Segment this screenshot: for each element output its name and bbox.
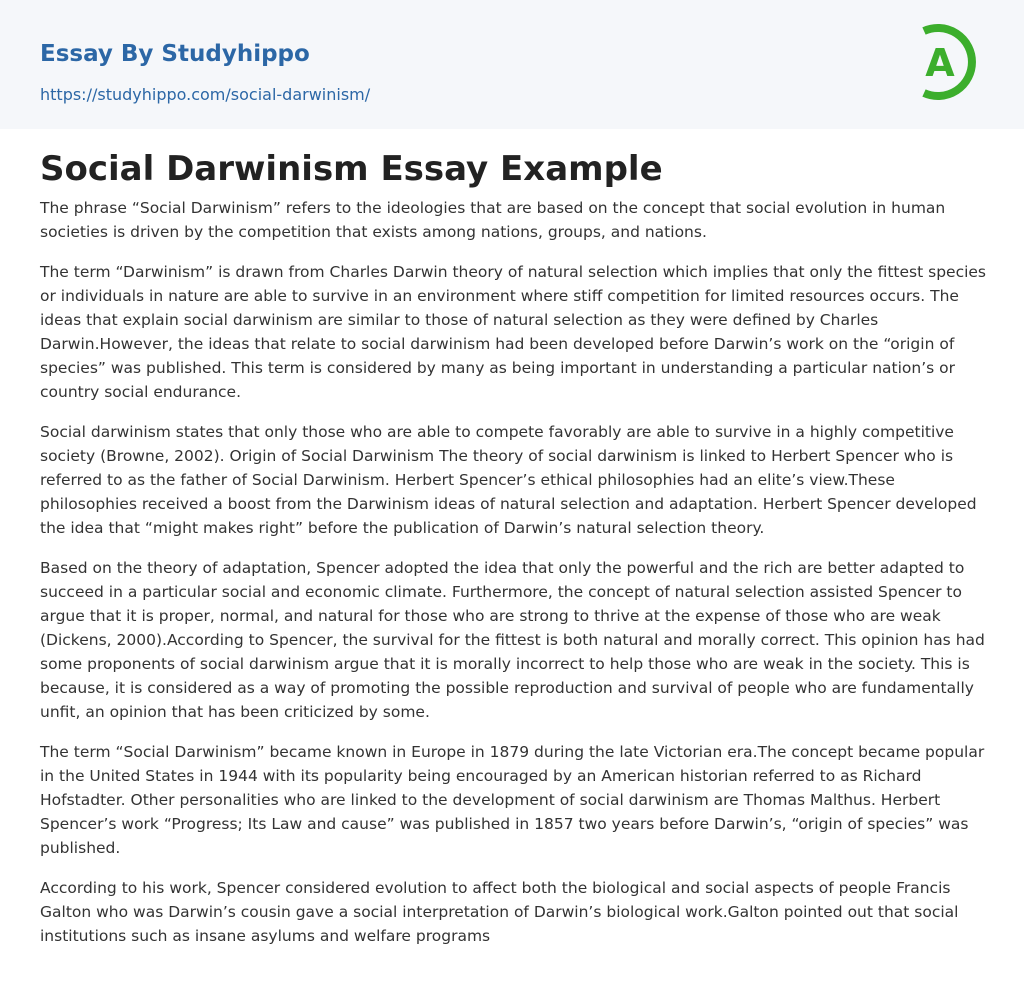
brand-title[interactable]: Essay By Studyhippo bbox=[40, 41, 310, 67]
paragraph: Social darwinism states that only those who are able to compete favorably are able to survive in a highly competitive society (Browne, 2002). Origin of Social Darwinism The theory of social darwinism is linked to Herbert Spencer who is referred to as the father of Social Darwinism. Herbert Spencer’s ethical philosophies had an elite’s view.These philosophies received a boost from the Darwinism ideas of natural selection and adaptation. Herbert Spencer developed the idea that “might makes right” before the publication of Darwin’s natural selection theory. bbox=[40, 423, 977, 537]
paragraph: Based on the theory of adaptation, Spencer adopted the idea that only the powerful and the rich are better adapted to succeed in a particular social and economic climate. Furthermore, the concept of natural selection assisted Spencer to argue that it is proper, normal, and natural for those who are strong to thrive at the expense of those who are weak (Dickens, 2000).According to Spencer, the survival for the fittest is both natural and morally correct. This opinion has had some proponents of social darwinism argue that it is morally incorrect to help those who are weak in the society. This is because, it is considered as a way of promoting the possible reproduction and survival of people who are fundamentally unfit, an opinion that has been criticized by some. bbox=[40, 559, 985, 721]
page-title: Social Darwinism Essay Example bbox=[40, 149, 663, 189]
paragraph: The phrase “Social Darwinism” refers to the ideologies that are based on the concept that social evolution in human societies is driven by the competition that exists among nations, groups, and nations. bbox=[40, 199, 946, 241]
source-url-link[interactable]: https://studyhippo.com/social-darwinism/ bbox=[40, 85, 371, 104]
studyhippo-logo-icon[interactable] bbox=[912, 19, 986, 105]
paragraph: The term “Social Darwinism” became known in Europe in 1879 during the late Victorian era.The concept became popular in the United States in 1944 with its popularity being encouraged by an American historian referred to as Richard Hofstadter. Other personalities who are linked to the development of social darwinism are Thomas Malthus. Herbert Spencer’s work “Progress; Its Law and cause” was published in 1857 two years before Darwin’s, “origin of species” was published. bbox=[40, 743, 985, 857]
paragraph: According to his work, Spencer considered evolution to affect both the biological and social aspects of people Francis Galton who was Darwin’s cousin gave a social interpretation of Darwin’s biological work.Galton pointed out that social institutions such as insane asylums and welfare programs bbox=[40, 879, 959, 945]
logo-letter: A bbox=[925, 41, 955, 85]
essay-content bbox=[40, 148, 988, 964]
paragraph: The term “Darwinism” is drawn from Charles Darwin theory of natural selection which implies that only the fittest species or individuals in nature are able to survive in an environment where stiff competition for limited resources occurs. The ideas that explain social darwinism are similar to those of natural selection as they were defined by Charles Darwin.However, the ideas that relate to social darwinism had been developed before Darwin’s work on the “origin of species” was published. This term is considered by many as being important in understanding a particular nation’s or country social endurance. bbox=[40, 263, 987, 401]
site-header bbox=[0, 0, 1024, 129]
